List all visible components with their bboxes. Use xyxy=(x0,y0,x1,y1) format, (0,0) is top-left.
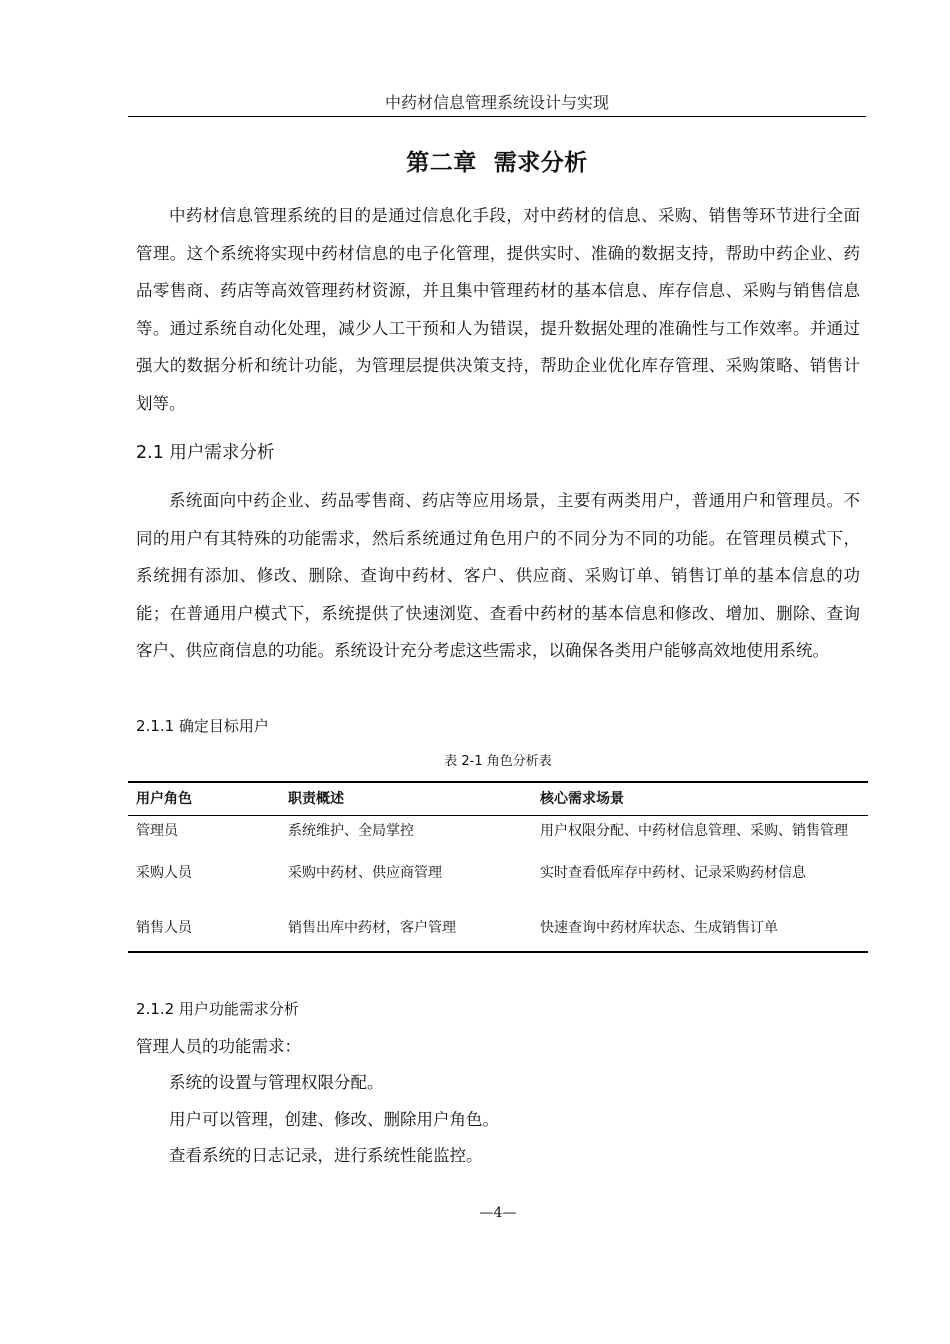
admin-requirements-intro: 管理人员的功能需求： xyxy=(136,1037,301,1056)
table-cell: 系统维护、全局掌控 xyxy=(288,823,414,839)
admin-requirements-list xyxy=(136,1065,860,1175)
table-cell: 采购中药材、供应商管理 xyxy=(288,865,442,881)
section-2-1-paragraph: 系统面向中药企业、药品零售商、药店等应用场景，主要有两类用户，普通用户和管理员。不同的用户有其特殊的功能需求，然后系统通过角色用户的不同分为不同的功能。在管理员模式下，系统拥有添加、修改、删除、查询中药材、客户、供应商、采购订单、销售订单的基本信息的功能；在普通用户模式下，系统提供了快速浏览、查看中药材的基本信息和修改、增加、删除、查询客户、供应商信息的功能。系统设计充分考虑这些需求，以确保各类用户能够高效地使用系统。 xyxy=(136,491,860,660)
table-cell: 销售人员 xyxy=(136,920,192,936)
table-header-cell: 用户角色 xyxy=(136,791,192,807)
section-title-2-1: 2.1 用户需求分析 xyxy=(136,443,275,463)
list-item: 查看系统的日志记录，进行系统性能监控。 xyxy=(169,1146,483,1165)
header-rule xyxy=(128,116,866,117)
table-header-cell: 职责概述 xyxy=(288,791,344,807)
chapter-title: 第二章 需求分析 xyxy=(406,150,588,176)
table-cell: 用户权限分配、中药材信息管理、采购、销售管理 xyxy=(540,823,848,839)
subsection-title-2-1-2: 2.1.2 用户功能需求分析 xyxy=(136,1000,299,1018)
table-caption: 表 2-1 角色分析表 xyxy=(444,754,552,769)
table-cell: 快速查询中药材库状态、生成销售订单 xyxy=(540,920,778,936)
table-cell: 采购人员 xyxy=(136,865,192,881)
list-item: 用户可以管理，创建、修改、删除用户角色。 xyxy=(169,1109,499,1129)
table-cell: 实时查看低库存中药材、记录采购药材信息 xyxy=(540,865,806,881)
table-cell: 管理员 xyxy=(136,823,178,839)
page-number: —4— xyxy=(479,1205,517,1221)
table-cell: 销售出库中药材，客户管理 xyxy=(288,920,456,936)
chapter-intro-paragraph: 中药材信息管理系统的目的是通过信息化手段，对中药材的信息、采购、销售等环节进行全面管理。这个系统将实现中药材信息的电子化管理，提供实时、准确的数据支持，帮助中药企业、药品零售商、药店等高效管理药材资源，并且集中管理药材的基本信息、库存信息、采购与销售信息等。通过系统自动化处理，减少人工干预和人为错误，提升数据处理的准确性与工作效率。并通过强大的数据分析和统计功能，为管理层提供决策支持，帮助企业优化库存管理、采购策略、销售计划等。 xyxy=(136,206,860,413)
table-row xyxy=(128,816,868,863)
role-analysis-table xyxy=(128,781,868,953)
subsection-title-2-1-1: 2.1.1 确定目标用户 xyxy=(136,717,269,735)
table-header-cell: 核心需求场景 xyxy=(540,791,624,807)
list-item: 系统的设置与管理权限分配。 xyxy=(169,1073,384,1092)
table-row xyxy=(128,913,868,951)
table-row xyxy=(128,863,868,913)
table-header-row xyxy=(128,783,868,816)
running-header: 中药材信息管理系统设计与实现 xyxy=(384,93,609,112)
